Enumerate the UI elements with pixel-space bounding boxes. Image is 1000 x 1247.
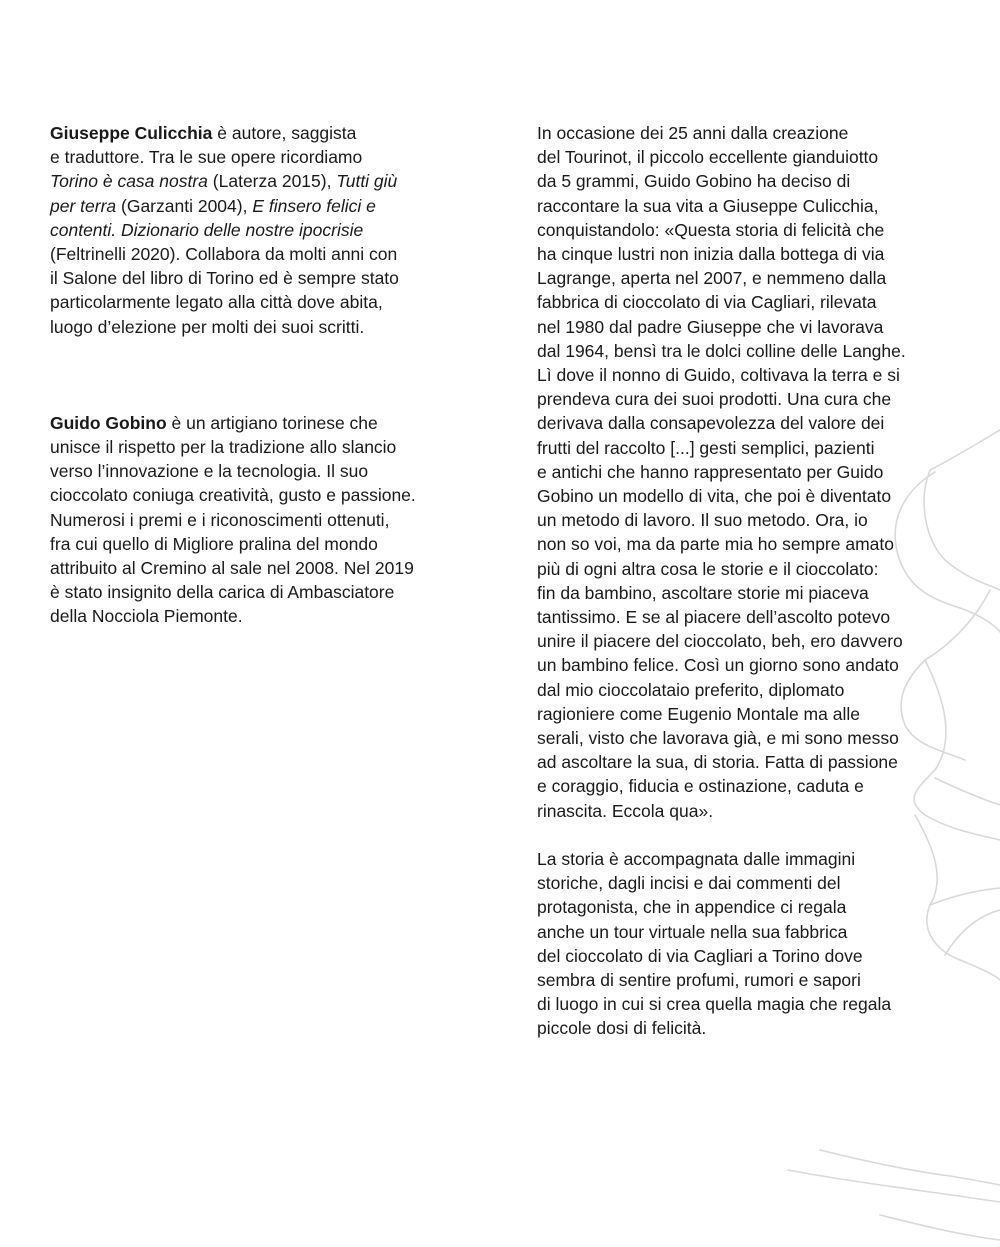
text-run: è stato insignito della carica di Ambasciatore [50,582,395,603]
author-name: Guido Gobino [50,412,167,433]
sketch-stroke [880,1215,1000,1240]
text-run: cioccolato coniuga creatività, gusto e passione. [50,485,416,506]
text-line: fin da bambino, ascoltare storie mi piaceva [537,582,869,603]
text-run: è autore, saggista [212,123,357,143]
text-line: di luogo in cui si crea quella magia che regala [537,994,892,1015]
text-run: è un artigiano torinese che [166,412,378,433]
book-content-paragraph [537,847,957,1041]
text-line [50,508,450,532]
text-line: e coraggio, fiducia e ostinazione, caduta e [537,776,864,797]
text-line: un metodo di lavoro. Il suo metodo. Ora, io [537,510,868,531]
sketch-stroke [820,1150,1000,1185]
text-line: ha cinque lustri non inizia dalla bottega di via [537,244,885,265]
book-title: per terra [50,195,117,216]
text-line: frutti del raccolto [...] gesti semplici, pazienti [537,437,875,458]
book-title: Tutti giù [336,171,398,192]
text-line: da 5 grammi, Guido Gobino ha deciso di [537,171,851,192]
right-column [537,121,957,1041]
text-line: e antichi che hanno rappresentato per Guido [537,461,884,482]
text-line: ragioniere come Eugenio Montale ma alle [537,703,860,724]
text-line: serali, visto che lavorava già, e mi sono messo [537,728,899,749]
book-description-paragraph [537,121,957,823]
text-line: rinascita. Eccola qua». [537,800,714,821]
text-run: (Feltrinelli 2020). Collabora da molti anni con [50,244,398,265]
text-line: un bambino felice. Così un giorno sono andato [537,655,899,676]
text-run: e traduttore. Tra le sue opere ricordiamo [50,147,363,168]
text-run: attribuito al Cremino al sale nel 2008. Nel 2019 [50,558,414,579]
text-line: protagonista, che in appendice ci regala [537,897,847,918]
text-line [50,483,450,507]
text-run: fra cui quello di Migliore pralina del mondo [50,533,378,554]
text-line: non so voi, ma da parte mia ho sempre amato [537,534,894,555]
text-run: Numerosi i premi e i riconoscimenti ottenuti, [50,509,390,530]
text-line: In occasione dei 25 anni dalla creazione [537,123,849,143]
author-bio-gobino [50,411,450,629]
text-line: piccole dosi di felicità. [537,1018,707,1039]
text-run: il Salone del libro di Torino ed è sempre stato [50,268,399,289]
text-line [50,121,450,145]
text-run: della Nocciola Piemonte. [50,606,243,627]
text-line: storiche, dagli incisi e dai commenti del [537,873,841,894]
text-line: più di ogni altra cosa le storie e il cioccolato: [537,558,879,579]
text-line [50,411,450,435]
text-line [50,435,450,459]
text-line: ad ascoltare la sua, di storia. Fatta di passione [537,752,898,773]
text-run: (Laterza 2015), [207,171,337,192]
text-line [50,194,450,218]
text-line [50,266,450,290]
text-line: unire il piacere del cioccolato, beh, ero davvero [537,631,903,652]
text-run: (Garzanti 2004), [116,195,253,216]
text-line [50,315,450,339]
text-line: sembra di sentire profumi, rumori e sapori [537,969,861,990]
text-line [50,459,450,483]
author-name: Giuseppe Culicchia [50,123,213,143]
text-line [50,556,450,580]
text-line: raccontare la sua vita a Giuseppe Culicchia, [537,195,879,216]
text-line [50,218,450,242]
text-run: verso l’innovazione e la tecnologia. Il suo [50,461,369,482]
sketch-stroke [788,1170,1000,1202]
left-column [50,121,450,629]
text-line: dal mio cioccolataio preferito, diplomato [537,679,845,700]
text-line: dal 1964, bensì tra le dolci colline delle Langhe. [537,340,906,361]
book-title: contenti. Dizionario delle nostre ipocrisie [50,219,364,240]
author-bio-culicchia [50,121,450,339]
text-line: fabbrica di cioccolato di via Cagliari, rilevata [537,292,877,313]
text-line: Lì dove il nonno di Guido, coltivava la terra e si [537,365,900,386]
text-line [50,145,450,169]
book-title: Torino è casa nostra [50,171,208,192]
text-line: anche un tour virtuale nella sua fabbrica [537,921,848,942]
text-line [50,532,450,556]
text-line: derivava dalla consapevolezza del valore dei [537,413,885,434]
text-line: del Tourinot, il piccolo eccellente gianduiotto [537,147,879,168]
text-line: nel 1980 dal padre Giuseppe che vi lavorava [537,316,884,337]
text-line: Gobino un modello di vita, che poi è diventato [537,486,892,507]
text-line: tantissimo. E se al piacere dell’ascolto potevo [537,607,891,628]
text-run: unisce il rispetto per la tradizione allo slancio [50,437,397,458]
text-line: del cioccolato di via Cagliari a Torino dove [537,945,863,966]
book-title: E finsero felici e [252,195,376,216]
text-run: particolarmente legato alla città dove abita, [50,292,383,313]
text-line: Lagrange, aperta nel 2007, e nemmeno dalla [537,268,887,289]
text-line [50,242,450,266]
text-line [50,604,450,628]
text-line [50,290,450,314]
text-line [50,580,450,604]
text-line [50,169,450,193]
text-line: La storia è accompagnata dalle immagini [537,848,856,869]
text-run: luogo d’elezione per molti dei suoi scritti. [50,316,365,337]
text-line: prendeva cura dei suoi prodotti. Una cura che [537,389,892,410]
text-line: conquistandolo: «Questa storia di felicità che [537,219,885,240]
